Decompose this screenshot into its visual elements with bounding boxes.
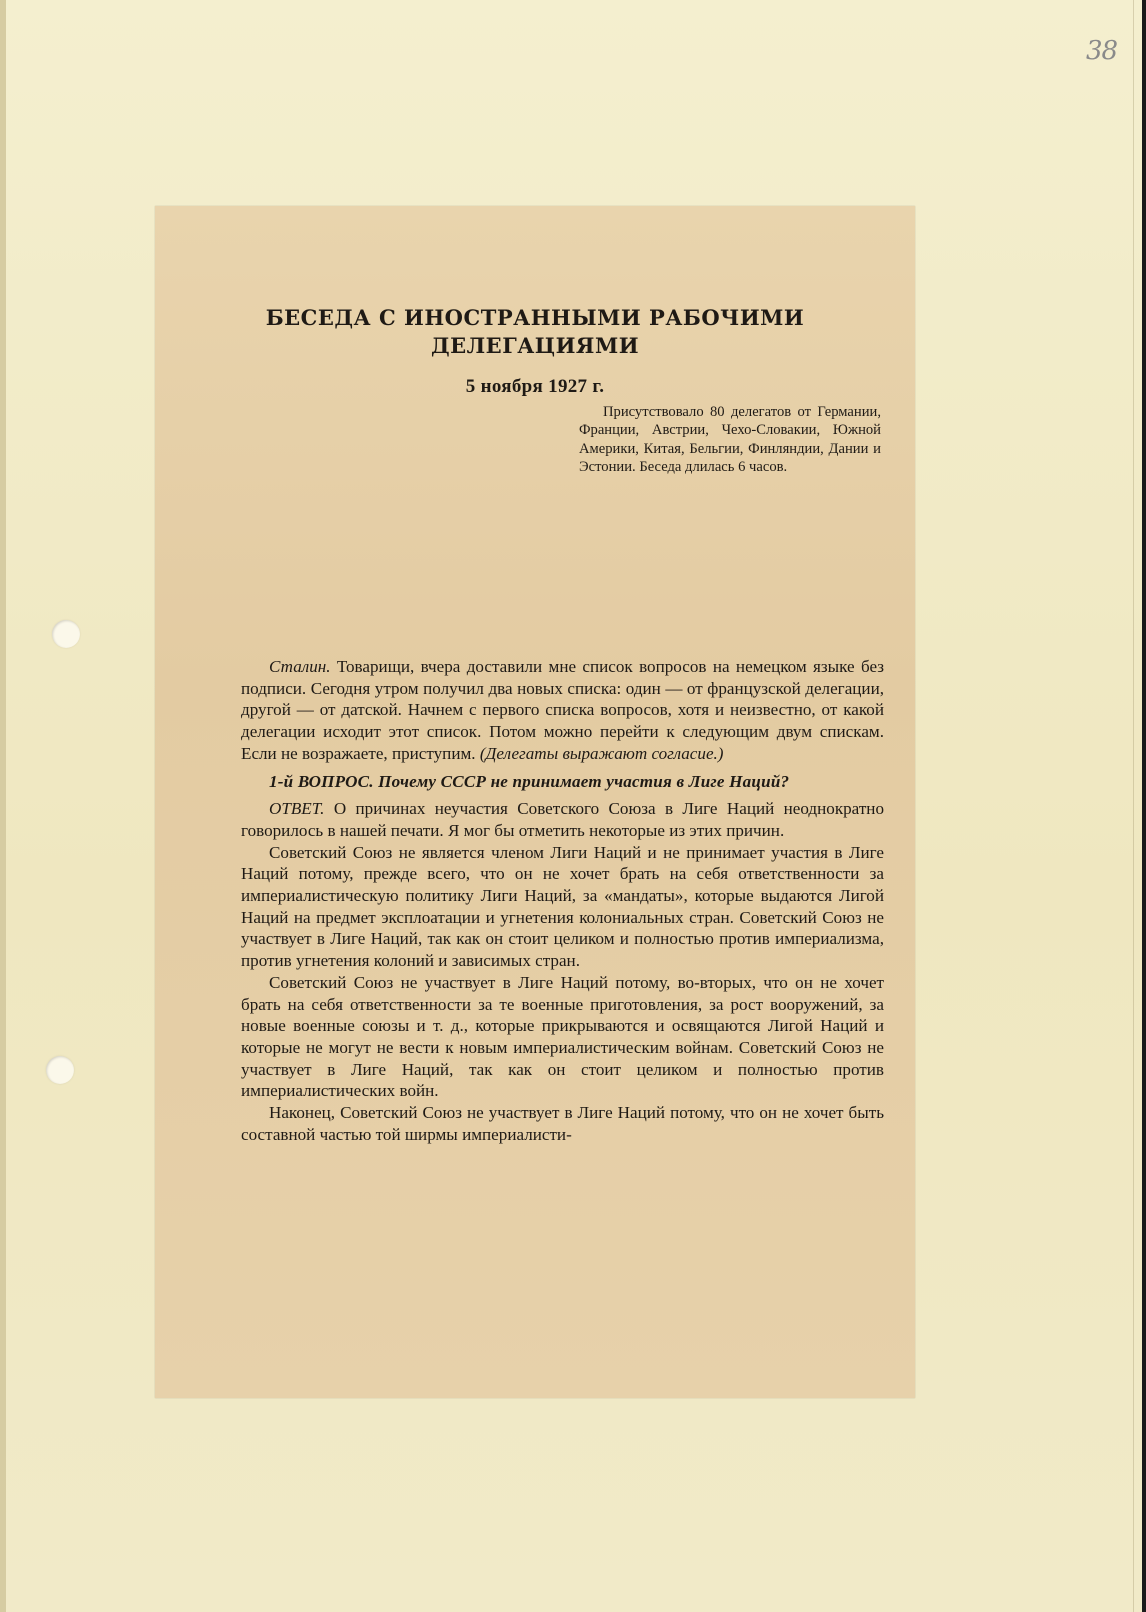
answer-label: ОТВЕТ. [269, 799, 325, 819]
scan-right-edge [1142, 0, 1146, 1612]
attendance-note: Присутствовало 80 делегатов от Германии, Франции, Австрии, Чехо-Словакии, Южной Америки, Китая, Бельгии, Финляндии, Дании и Эстонии. Беседа длилась 6 часов. [579, 404, 881, 476]
punch-hole-bottom [46, 1056, 74, 1084]
document-body [241, 656, 884, 1145]
printed-clipping [155, 206, 915, 1398]
answer-paragraph-1 [241, 798, 884, 841]
document-title-line1: БЕСЕДА С ИНОСТРАННЫМИ РАБОЧИМИ [265, 305, 805, 330]
sheet-left-edge [0, 0, 6, 1612]
sheet-fold-line [1133, 0, 1134, 1612]
handwritten-page-number: 38 [1086, 36, 1118, 66]
intro-paragraph [241, 656, 884, 765]
answer-text-1: О причинах неучастия Советского Союза в Лиге Наций неоднократно говорилось в нашей печати. Я мог бы отметить некоторые из этих причин. [241, 799, 884, 840]
document-title [155, 304, 915, 360]
document-title-line2: ДЕЛЕГАЦИЯМИ [430, 333, 640, 358]
punch-hole-top [52, 620, 80, 648]
answer-paragraph-2: Советский Союз не является членом Лиги Наций и не принимает участия в Лиге Наций потому, прежде всего, что он не хочет брать на себя ответственности за империалистическую политику Лиги Наций, за «мандаты», которые выдаются Лигой Наций на предмет эксплоатации и угнетения колониальных стран. Советский Союз не участвует в Лиге Наций, так как он стоит целиком и полностью против империализма, против угнетения колоний и зависимых стран. [241, 842, 884, 971]
question-1: 1-й ВОПРОС. Почему СССР не принимает участия в Лиге Наций? [269, 771, 790, 791]
answer-paragraph-4: Наконец, Советский Союз не участвует в Лиге Наций потому, что он не хочет быть составной частью той ширмы империалисти- [241, 1103, 884, 1144]
document-date: 5 ноября 1927 г. [465, 376, 605, 397]
speaker-name: Сталин. [269, 657, 331, 676]
delegates-remark: (Делегаты выражают согласие.) [479, 743, 724, 763]
answer-paragraph-3: Советский Союз не участвует в Лиге Наций потому, во-вторых, что он не хочет брать на себя ответственности за те военные приготовления, за рост вооружений, за новые военные союзы и т. д., которые прикрываются и освящаются Лигой Наций и которые не могут не вести к новым империалистическим войнам. Советский Союз не участвует в Лиге Наций, так как он стоит целиком и полностью против империалистических войн. [241, 972, 884, 1101]
intro-text: Товарищи, вчера доставили мне список вопросов на немецком языке без подписи. Сегодня утром получил два новых списка: один — от французской делегации, другой — от датской. Начнем с первого списка вопросов, хотя и неизвестно, от какой делегации исходит этот список. Потом можно перейти к следующим двум спискам. Если не возражаете, приступим. [241, 657, 884, 763]
